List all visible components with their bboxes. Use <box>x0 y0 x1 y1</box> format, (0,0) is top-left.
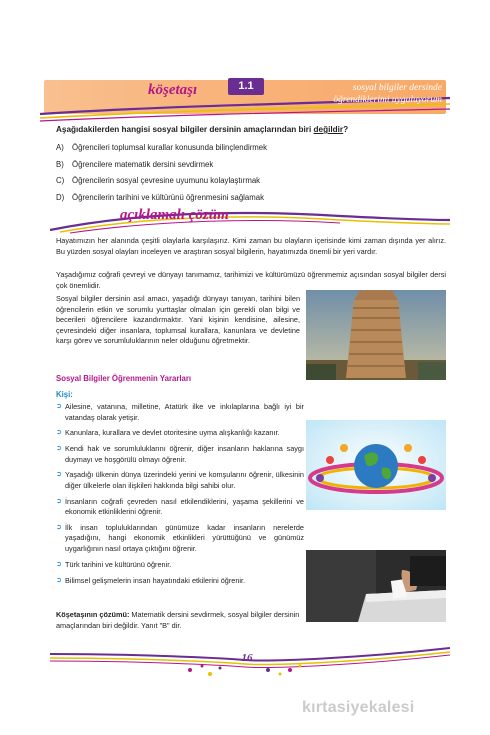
list-item-text: Yaşadığı ülkenin dünya üzerindeki yerini ve komşularını öğrenir, ülkesinin diğer ülkelerle olan ilişkileri hakkında bilgi sahibi olur. <box>65 470 304 490</box>
activity-number-badge: 1.1 <box>228 78 264 95</box>
section-label: köşetaşı <box>148 82 198 98</box>
arrow-bullet-icon: ➲ <box>56 523 62 531</box>
arrow-bullet-icon: ➲ <box>56 445 62 453</box>
option-text: Öğrencilerin sosyal çevresine uyumunu kolaylaştırmak <box>72 176 261 185</box>
question-text <box>56 125 446 134</box>
list-item <box>56 428 304 439</box>
list-item <box>56 444 304 465</box>
list-item <box>56 470 304 491</box>
list-item-text: Bilimsel gelişmelerin insan hayatındaki etkilerini öğrenir. <box>65 575 246 585</box>
header-subtitle-line1: sosyal bilgiler dersinde <box>352 83 442 93</box>
arrow-bullet-icon: ➲ <box>56 429 62 437</box>
list-item <box>56 497 304 518</box>
solution-label: Köşetaşının çözümü: <box>56 610 130 619</box>
arrow-bullet-icon: ➲ <box>56 560 62 568</box>
list-item-text: Türk tarihini ve kültürünü öğrenir. <box>65 559 172 569</box>
header-subtitle <box>333 82 442 106</box>
explanation-paragraph-3: Sosyal bilgiler dersinin asıl amacı, yaşadığı dünyayı tanıyan, tarihini bilen öğrencilerin etkin ve sorumlu yurttaşlar olmaları için gerekli olan bilgi ve becerileri öğrencilere kazandırmaktır. Yani kişinin kendisine, ailesine, çevresindeki diğer insanlara, toplumsal kurallara, kanunlara ve devletine karşı görev ve sorumluluklarının neler olduğunu öğretmektir. <box>56 294 300 346</box>
benefits-lead: Kişi: <box>56 390 73 399</box>
globe-children-image <box>306 420 446 510</box>
explanation-paragraph-2: Yaşadığımız coğrafi çevreyi ve dünyayı tanımamız, tarihimizi ve kültürümüzü öğrenmemiz açısından sosyal bilgiler dersi çok önemlidir. <box>56 270 446 290</box>
list-item-text: İnsanların coğrafi çevreden nasıl etkilendiklerini, yaşama şekillerini ve ekonomik etkinliklerini öğrenir. <box>65 496 304 517</box>
ballot-box-image <box>306 550 446 622</box>
answer-options <box>56 140 446 206</box>
list-item <box>56 402 304 423</box>
tower-of-babel-image <box>306 290 446 380</box>
option-letter: A) <box>56 143 64 152</box>
option-letter: B) <box>56 159 64 169</box>
explanation-swoosh-decoration <box>40 204 450 234</box>
question-stem: Aşağıdakilerden hangisi sosyal bilgiler dersinin amaçlarından biri <box>56 125 314 134</box>
explanation-paragraph-1: Hayatımızın her alanında çeşitli olaylarla karşılaşırız. Kimi zaman bu olayların içerisinde kimi zaman dışında yer alırız. Bu yüzden sosyal olayları inceleyen ve araştıran sosyal bilgilerin, hayatımızda önemli bir yeri vardır. <box>56 236 446 256</box>
question-negation: değildir <box>313 125 344 134</box>
solution-body: Matematik dersini sevdirmek, sosyal bilgiler dersinin amaçlarından biri değildir. Yanıt "B" dir. <box>56 610 300 630</box>
arrow-bullet-icon: ➲ <box>56 576 62 584</box>
explanation-title: açıklamalı çözüm <box>120 207 229 223</box>
option-letter: C) <box>56 176 65 185</box>
list-item-text: İlk insan topluluklarından günümüze kadar insanların nerelerde yaşadığını, hangi ekonomik etkinlikleri yürüttüğünü ve günümüz uygarlığının nasıl ortaya çıktığını öğrenir. <box>65 522 304 553</box>
list-item <box>56 560 304 571</box>
arrow-bullet-icon: ➲ <box>56 471 62 479</box>
arrow-bullet-icon: ➲ <box>56 497 62 505</box>
brand-watermark: kırtasiyekalesi <box>302 699 415 716</box>
option-text: Öğrencilere matematik dersini sevdirmek <box>72 159 214 169</box>
benefits-list <box>56 402 304 591</box>
option-text: Öğrencileri toplumsal kurallar konusunda bilinçlendirmek <box>72 143 268 152</box>
option-c <box>56 173 446 190</box>
arrow-bullet-icon: ➲ <box>56 403 62 410</box>
page-number: 16 <box>241 652 253 664</box>
list-item-text: Kanunlara, kurallara ve devlet otoritesine uyma alışkanlığı kazanır. <box>65 428 280 438</box>
option-a <box>56 140 446 157</box>
list-item <box>56 523 304 555</box>
option-b <box>56 157 446 174</box>
list-item <box>56 576 304 587</box>
solution-text <box>56 610 306 631</box>
list-item-text: Ailesine, vatanına, milletine, Atatürk ilke ve inkılaplarına bağlı iyi bir vatandaş olarak yetişir. <box>65 402 304 422</box>
header-subtitle-line2: öğrendiklerimi uyguluyorum <box>333 95 442 105</box>
question-mark: ? <box>343 125 349 134</box>
option-text: Öğrencilerin tarihini ve kültürünü öğrenmesini sağlamak <box>72 192 264 202</box>
benefits-heading: Sosyal Bilgiler Öğrenmenin Yararları <box>56 374 192 383</box>
option-letter: D) <box>56 192 65 202</box>
list-item-text: Kendi hak ve sorumluluklarını öğrenir, diğer insanların haklarına saygı duymayı ve hoşgörülü olmayı öğrenir. <box>65 444 304 464</box>
